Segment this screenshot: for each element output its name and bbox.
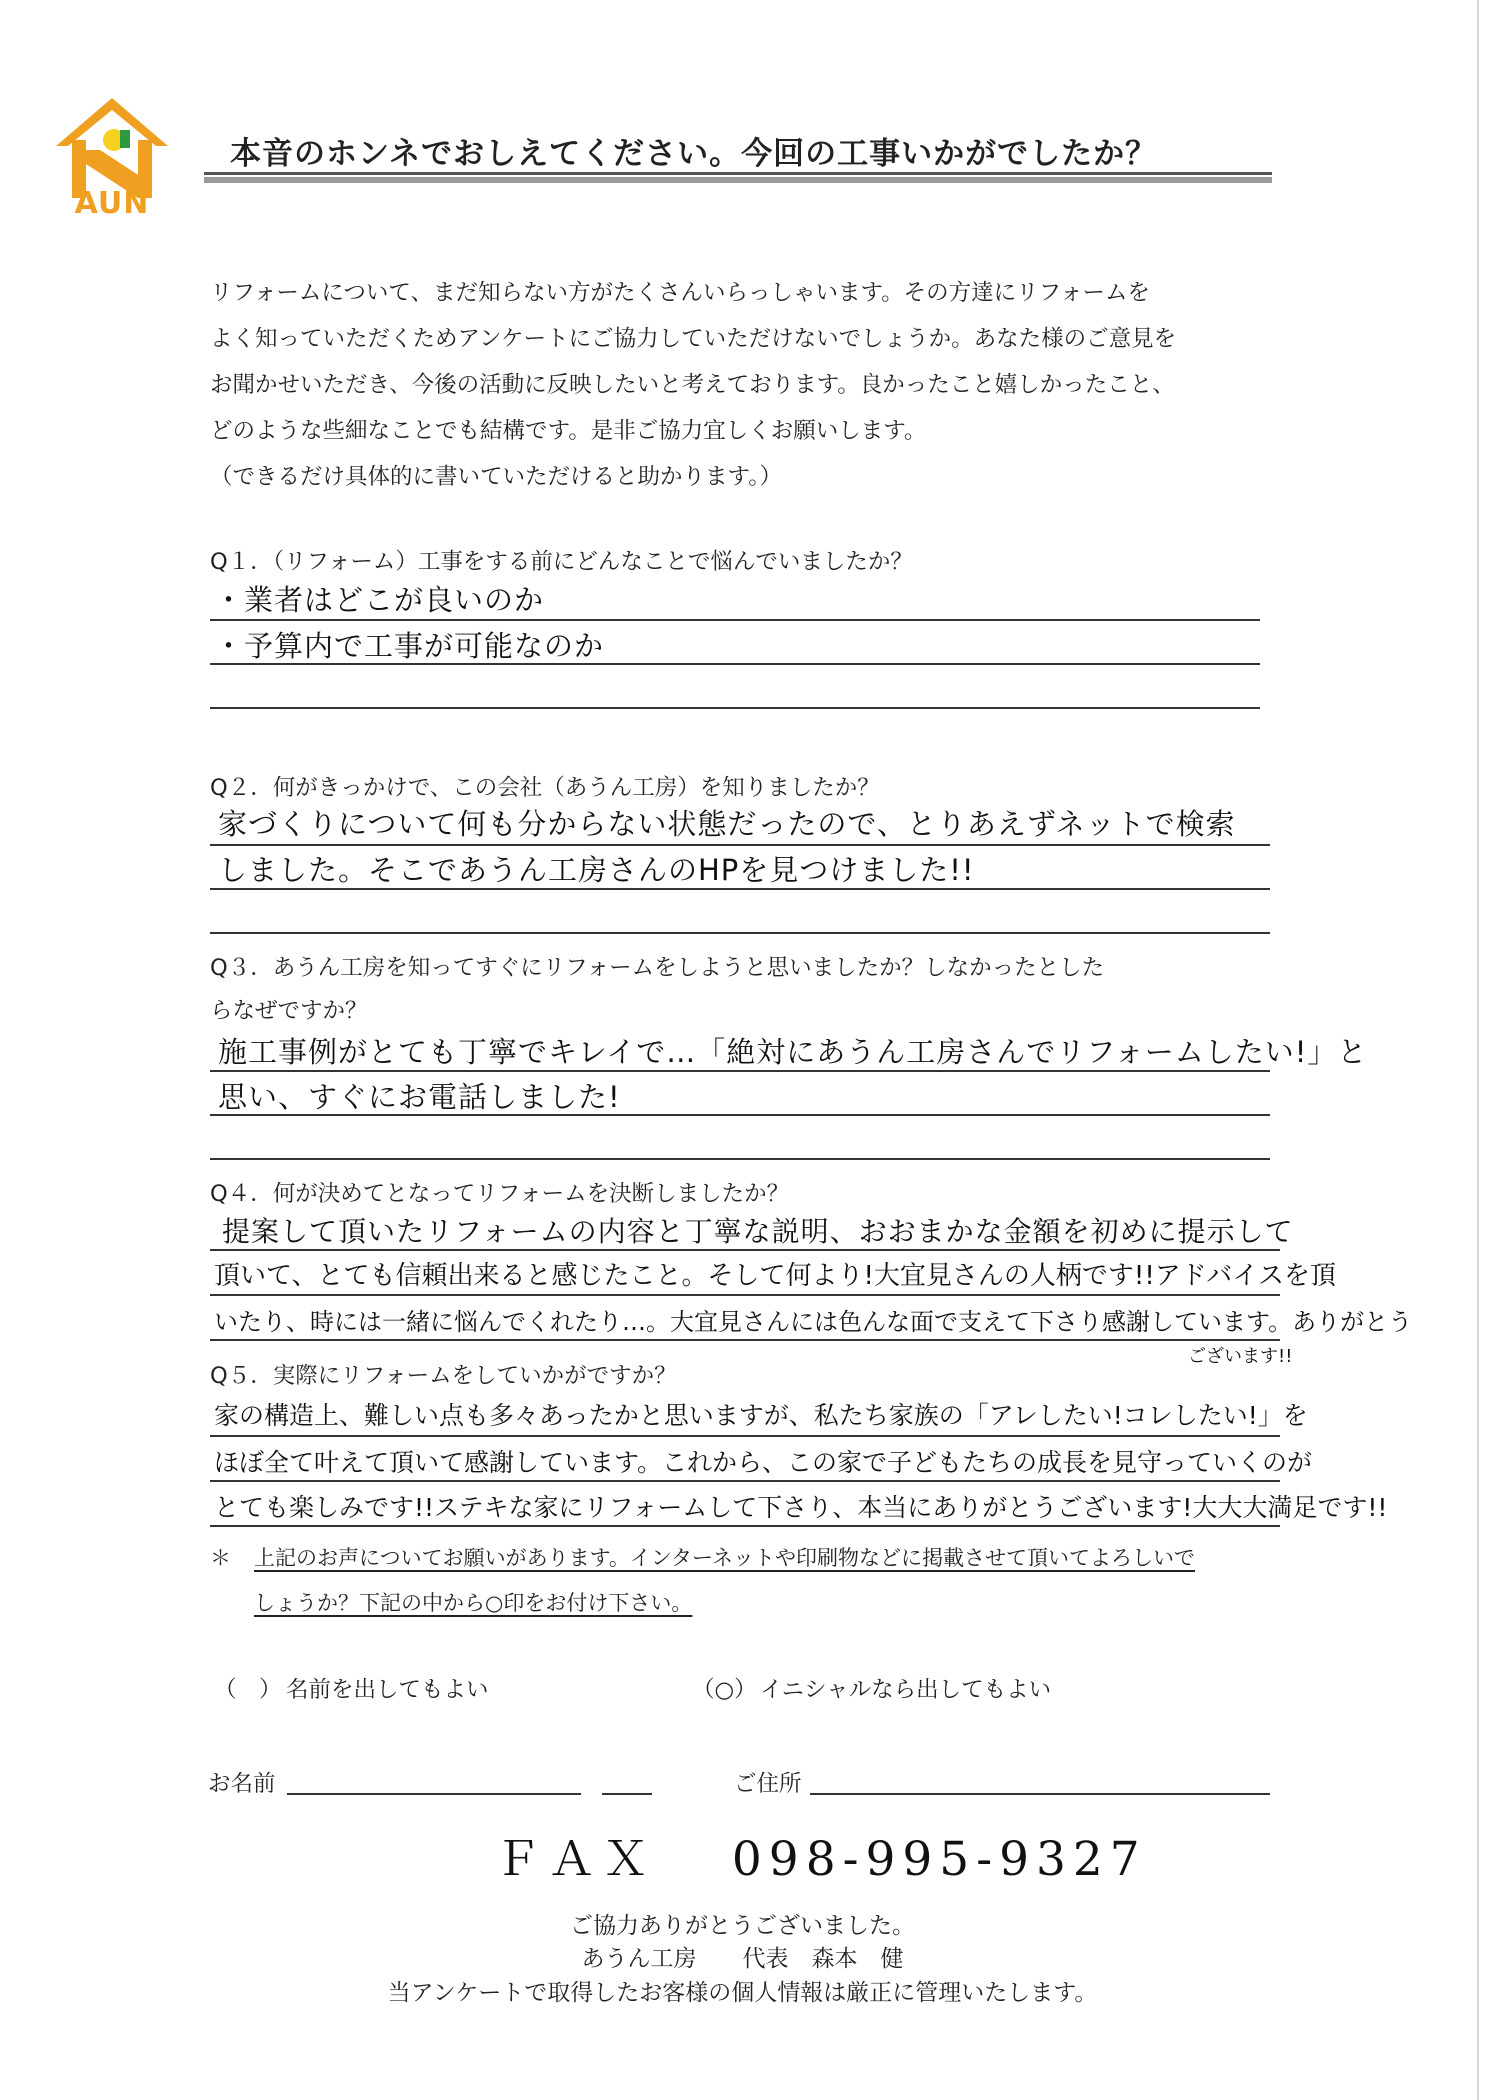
intro-text: [210, 270, 1300, 500]
q3-answer-line: 施工事例がとても丁寧でキレイで…「絶対にあうん工房さんでリフォームしたい!」と: [218, 1035, 1368, 1069]
q4-rule: [210, 1294, 1280, 1296]
q5-answer-line: 家の構造上、難しい点も多々あったかと思いますが、私たち家族の「アレしたい!コレしたい!」を: [214, 1401, 1308, 1430]
fax-number: 098-995-9327: [731, 1832, 1147, 1887]
name-field-short[interactable]: [602, 1793, 652, 1795]
q5-answer-line: ほぼ全て叶えて頂いて感謝しています。これから、この家で子どもたちの成長を見守っていくのが: [214, 1448, 1313, 1477]
q5-question: Q５．実際にリフォームをしていかがですか？: [210, 1363, 677, 1389]
intro-line: （できるだけ具体的に書いていただけると助かります。）: [210, 464, 782, 490]
page-title: 本音のホンネでおしえてください。今回の工事いかがでしたか？: [230, 136, 1158, 172]
q2-answer-line: 家づくりについて何も分からない状態だったので、とりあえずネットで検索: [218, 807, 1236, 841]
q1-rule: [210, 707, 1260, 709]
q4-question: Q４．何が決めてとなってリフォームを決断しましたか？: [210, 1181, 790, 1207]
footer-privacy: 当アンケートで取得したお客様の個人情報は厳正に管理いたします。: [387, 1980, 1098, 2006]
scan-edge: [1477, 0, 1479, 2100]
intro-line: よく知っていただくためアンケートにご協力していただけないでしょうか。あなた様のご意見を: [210, 326, 1177, 352]
title-rule: [204, 172, 1272, 175]
q1-answer-line: ・予算内で工事が可能なのか: [214, 629, 605, 663]
q5-rule: [210, 1480, 1280, 1482]
q1-rule: [210, 619, 1260, 621]
q4-rule: [210, 1339, 1280, 1341]
q2-rule: [210, 932, 1270, 934]
q1-rule: [210, 663, 1260, 665]
publish-note-line: しょうか？下記の中から○印をお付け下さい。: [254, 1591, 693, 1615]
q1-answer-line: ・業者はどこが良いのか: [214, 583, 545, 617]
q2-rule: [210, 844, 1270, 846]
option-initial-label: イニシャルなら出してもよい: [760, 1677, 1052, 1703]
address-field[interactable]: [810, 1793, 1270, 1795]
option-initial-checkbox[interactable]: （○）: [692, 1677, 757, 1703]
q4-answer-line: いたり、時には一緒に悩んでくれたり…。大宜見さんには色んな面で支えて下さり感謝しています。ありがとう: [214, 1308, 1413, 1336]
q5-rule: [210, 1525, 1280, 1527]
q4-answer-line: 頂いて、とても信頼出来ると感じたこと。そして何より!大宜見さんの人柄です!!アドバイスを頂: [214, 1261, 1336, 1291]
q3-rule: [210, 1158, 1270, 1160]
title-rule-shadow: [204, 177, 1272, 183]
q2-answer-line: しました。そこであうん工房さんのHPを見つけました!!: [218, 853, 975, 887]
q2-question: Q２．何がきっかけで、この会社（あうん工房）を知りましたか？: [210, 775, 880, 801]
publish-note-line: 上記のお声についてお願いがあります。インターネットや印刷物などに掲載させて頂いてよろしいで: [254, 1546, 1196, 1570]
option-name-label: 名前を出してもよい: [286, 1677, 489, 1703]
name-field[interactable]: [287, 1793, 581, 1795]
fax-line: [494, 1822, 1147, 1889]
option-name-checkbox[interactable]: （ ）: [214, 1677, 282, 1703]
fax-label: ＦＡＸ: [494, 1832, 656, 1887]
q4-answer-line: ございます!!: [1188, 1346, 1293, 1367]
q4-answer-line: 提案して頂いたリフォームの内容と丁寧な説明、おおまかな金額を初めに提示して: [222, 1215, 1294, 1248]
asterisk-mark: ＊: [210, 1546, 231, 1570]
logo-text: AUN: [74, 186, 150, 221]
intro-line: お聞かせいただき、今後の活動に反映したいと考えております。良かったこと嬉しかったこと、: [210, 372, 1175, 398]
q4-rule: [210, 1249, 1280, 1251]
q3-question: らなぜですか？: [210, 998, 368, 1024]
q3-rule: [210, 1114, 1270, 1116]
name-label: お名前: [208, 1771, 276, 1797]
q2-rule: [210, 888, 1270, 890]
q3-answer-line: 思い、すぐにお電話しました!: [218, 1080, 621, 1114]
intro-line: どのような些細なことでも結構です。是非ご協力宜しくお願いします。: [210, 418, 927, 444]
q3-question: Q３．あうん工房を知ってすぐにリフォームをしようと思いましたか？しなかったとした: [210, 955, 1105, 981]
address-label: ご住所: [734, 1771, 802, 1797]
footer-thanks: ご協力ありがとうございました。: [570, 1913, 915, 1939]
q1-question: Q１．（リフォーム）工事をする前にどんなことで悩んでいましたか？: [210, 549, 913, 575]
intro-line: リフォームについて、まだ知らない方がたくさんいらっしゃいます。その方達にリフォームを: [210, 280, 1151, 306]
footer-signature: あうん工房 代表 森本 健: [581, 1946, 904, 1972]
q5-rule: [210, 1435, 1280, 1437]
q3-rule: [210, 1070, 1270, 1072]
q5-answer-line: とても楽しみです!!ステキな家にリフォームして下さり、本当にありがとうございます!大大大満足です!!: [214, 1493, 1388, 1522]
